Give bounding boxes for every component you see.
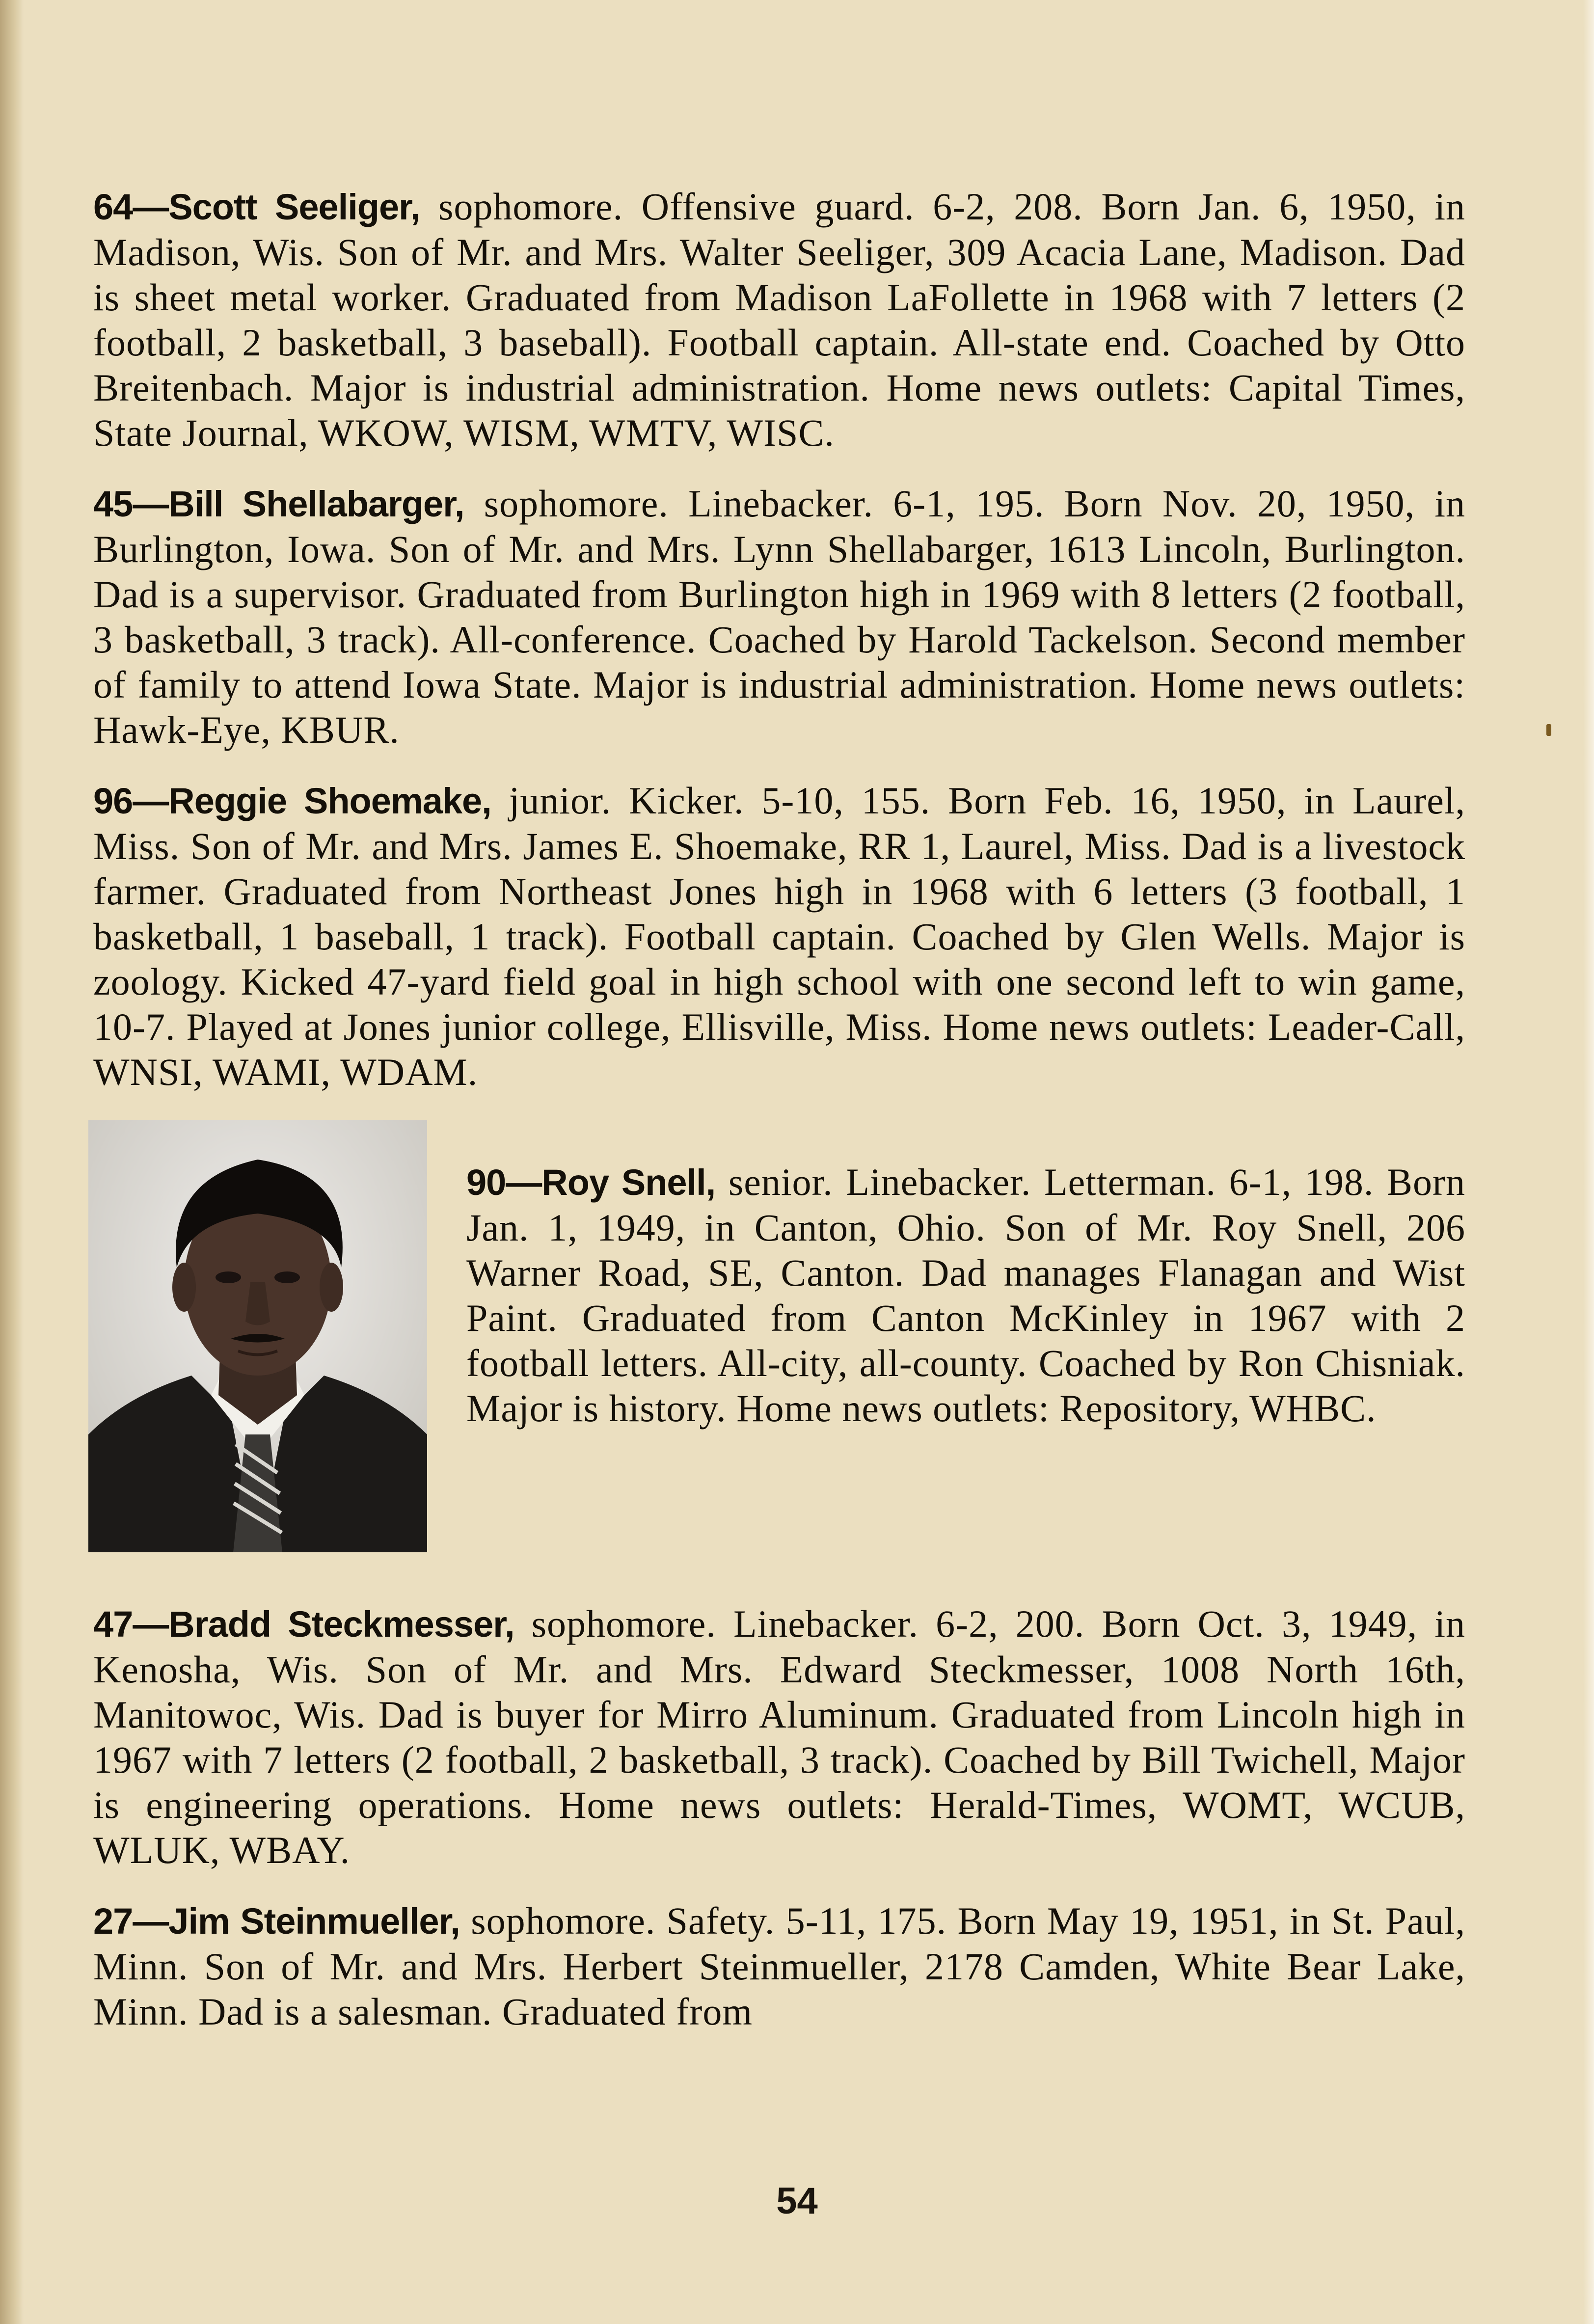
player-heading: 45—Bill Shellabarger,	[93, 484, 464, 524]
player-entry-snell	[466, 1160, 1465, 1431]
player-bio: sophomore. Linebacker. 6-2, 200. Born Oct. 3, 1949, in Kenosha, Wis. Son of Mr. and Mrs. Edward Steckmesser, 1008 North 16th, Manitowoc, Wis. Dad is buyer for Mirro Aluminum. Graduated from Lincoln high in 1967 with 7 letters (2 football, 2 basketball, 3 track). Coached by Bill Twichell, Major is engineering operations. Home news outlets: Herald-Times, WOMT, WCUB, WLUK, WBAY.	[93, 1602, 1466, 1871]
player-entry-seeliger	[93, 184, 1465, 456]
player-heading: 27—Jim Steinmueller,	[93, 1901, 460, 1942]
player-entry-steckmesser	[93, 1601, 1465, 1873]
player-portrait-photo	[88, 1120, 427, 1552]
player-bio: sophomore. Linebacker. 6-1, 195. Born Nov. 20, 1950, in Burlington, Iowa. Son of Mr. and Mrs. Lynn Shellabarger, 1613 Lincoln, Burlington. Dad is a supervisor. Graduated from Burlington high in 1969 with 8 letters (2 football, 3 basketball, 3 track). All-conference. Coached by Harold Tackelson. Second member of family to attend Iowa State. Major is industrial administration. Home news outlets: Hawk-Eye, KBUR.	[93, 482, 1466, 751]
binding-gutter	[0, 0, 24, 2324]
player-entry-shellabarger	[93, 481, 1465, 753]
portrait-icon	[88, 1120, 427, 1552]
player-bio: junior. Kicker. 5-10, 155. Born Feb. 16, 1950, in Laurel, Miss. Son of Mr. and Mrs. James E. Shoemake, RR 1, Laurel, Miss. Dad is a livestock farmer. Graduated from Northeast Jones high in 1968 with 6 letters (3 football, 1 basketball, 1 baseball, 1 track). Football captain. Coached by Glen Wells. Major is zoology. Kicked 47-yard field goal in high school with one second left to win game, 10-7. Played at Jones junior college, Ellisville, Miss. Home news outlets: Leader-Call, WNSI, WAMI, WDAM.	[93, 779, 1465, 1093]
margin-mark	[1546, 724, 1551, 736]
player-bio: sophomore. Offensive guard. 6-2, 208. Born Jan. 6, 1950, in Madison, Wis. Son of Mr. and Mrs. Walter Seeliger, 309 Acacia Lane, Madison. Dad is sheet metal worker. Graduated from Madison LaFollette in 1968 with 7 letters (2 football, 2 basketball, 3 baseball). Football captain. All-state end. Coached by Otto Breitenbach. Major is industrial administration. Home news outlets: Capital Times, State Journal, WKOW, WISM, WMTV, WISC.	[93, 185, 1465, 454]
player-entry-snell-with-photo	[93, 1120, 1465, 1572]
player-entry-shoemake	[93, 778, 1465, 1095]
page-number: 54	[776, 2180, 818, 2222]
player-heading: 64—Scott Seeliger,	[93, 187, 420, 227]
player-bio: sophomore. Safety. 5-11, 175. Born May 19, 1951, in St. Paul, Minn. Son of Mr. and Mrs. Herbert Steinmueller, 2178 Camden, White Bear Lake, Minn. Dad is a salesman. Graduated from	[93, 1899, 1465, 2033]
player-heading: 90—Roy Snell,	[466, 1162, 716, 1203]
roster-column	[93, 184, 1465, 2060]
player-heading: 47—Bradd Steckmesser,	[93, 1604, 514, 1645]
player-bio: senior. Linebacker. Letterman. 6-1, 198. Born Jan. 1, 1949, in Canton, Ohio. Son of Mr. Roy Snell, 206 Warner Road, SE, Canton. Dad manages Flanagan and Wist Paint. Graduated from Canton McKinley in 1967 with 2 football letters. All-city, all-county. Coached by Ron Chisniak. Major is history. Home news outlets: Repository, WHBC.	[466, 1161, 1465, 1430]
player-entry-steinmueller	[93, 1898, 1465, 2034]
page-edge	[1583, 0, 1594, 2324]
player-heading: 96—Reggie Shoemake,	[93, 781, 491, 821]
